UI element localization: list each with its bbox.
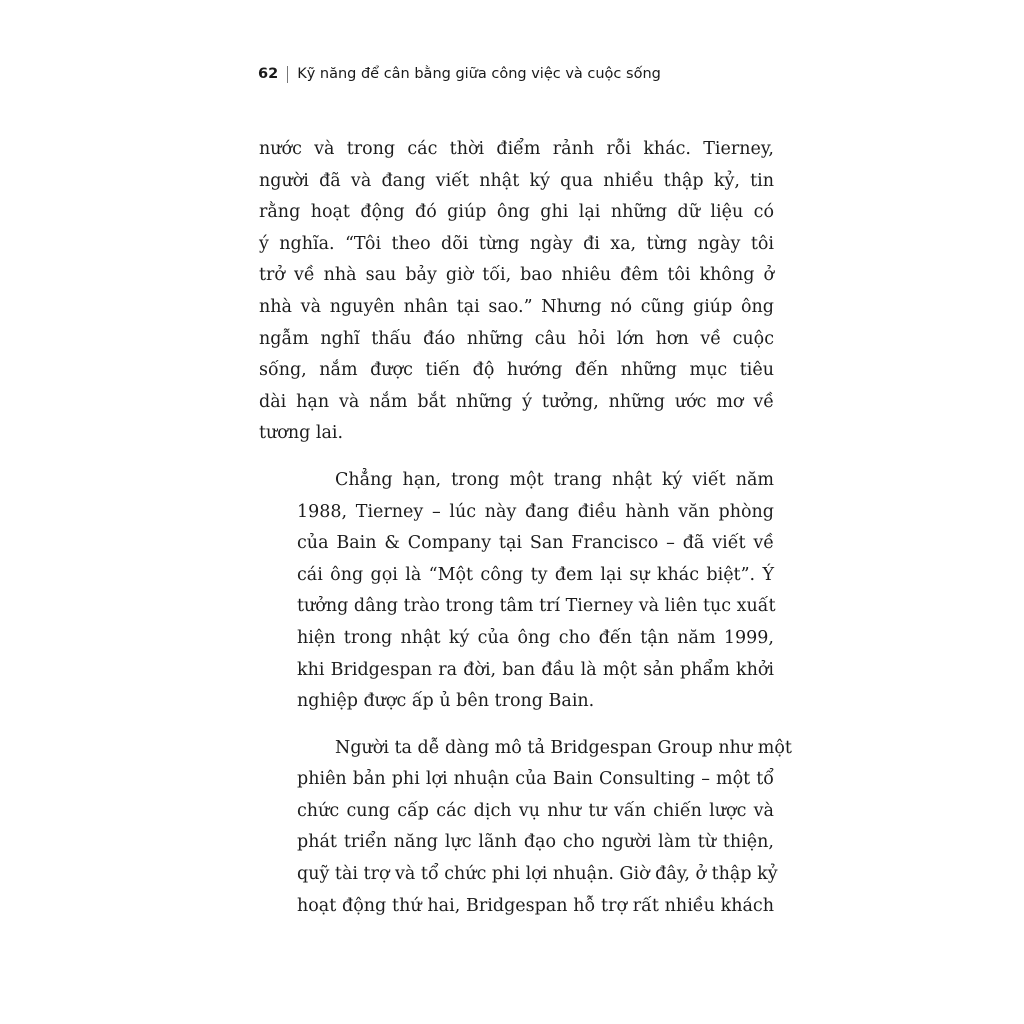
- text-line: tương lai.: [259, 423, 344, 444]
- text-line: 1988, Tierney – lúc này đang điều hành văn phòng: [297, 501, 774, 522]
- text-line: hoạt động thứ hai, Bridgespan hỗ trợ rất nhiều khách: [297, 895, 774, 916]
- text-line: ý nghĩa. “Tôi theo dõi từng ngày đi xa, từng ngày tôi: [259, 233, 774, 254]
- text-line: Người ta dễ dàng mô tả Bridgespan Group như một: [335, 737, 792, 758]
- text-line: chức cung cấp các dịch vụ như tư vấn chiến lược và: [297, 800, 774, 821]
- header-divider: [287, 66, 288, 83]
- running-header: [258, 62, 661, 86]
- text-line: trở về nhà sau bảy giờ tối, bao nhiêu đêm tôi không ở: [259, 265, 774, 286]
- text-line: hiện trong nhật ký của ông cho đến tận năm 1999,: [297, 627, 774, 648]
- text-line: người đã và đang viết nhật ký qua nhiều thập kỷ, tin: [259, 170, 774, 191]
- page-number: 62: [258, 66, 279, 82]
- paragraph-3: [259, 733, 792, 923]
- text-line: của Bain & Company tại San Francisco – đã viết về: [297, 533, 774, 554]
- text-line: phát triển năng lực lãnh đạo cho người làm từ thiện,: [297, 832, 774, 853]
- text-line: cái ông gọi là “Một công ty đem lại sự khác biệt”. Ý: [297, 564, 774, 585]
- text-line: khi Bridgespan ra đời, ban đầu là một sản phẩm khởi: [297, 659, 774, 680]
- text-line: Chẳng hạn, trong một trang nhật ký viết năm: [335, 469, 774, 490]
- text-line: phiên bản phi lợi nhuận của Bain Consulting – một tổ: [297, 769, 774, 790]
- text-line: tưởng dâng trào trong tâm trí Tierney và liên tục xuất: [297, 596, 776, 617]
- text-line: dài hạn và nắm bắt những ý tưởng, những ước mơ về: [259, 391, 774, 412]
- text-line: nhà và nguyên nhân tại sao.” Nhưng nó cũng giúp ông: [259, 296, 774, 317]
- paragraph-1: [259, 134, 774, 450]
- text-line: ngẫm nghĩ thấu đáo những câu hỏi lớn hơn về cuộc: [259, 328, 774, 349]
- text-line: nước và trong các thời điểm rảnh rỗi khác. Tierney,: [259, 139, 774, 159]
- text-line: nghiệp được ấp ủ bên trong Bain.: [297, 691, 595, 712]
- text-line: sống, nắm được tiến độ hướng đến những mục tiêu: [259, 360, 774, 381]
- text-line: rằng hoạt động đó giúp ông ghi lại những dữ liệu có: [259, 202, 774, 223]
- text-line: quỹ tài trợ và tổ chức phi lợi nhuận. Giờ đây, ở thập kỷ: [297, 864, 778, 885]
- chapter-title: Kỹ năng để cân bằng giữa công việc và cuộc sống: [297, 66, 661, 82]
- paragraph-2: [259, 465, 774, 718]
- body-text: [259, 134, 792, 922]
